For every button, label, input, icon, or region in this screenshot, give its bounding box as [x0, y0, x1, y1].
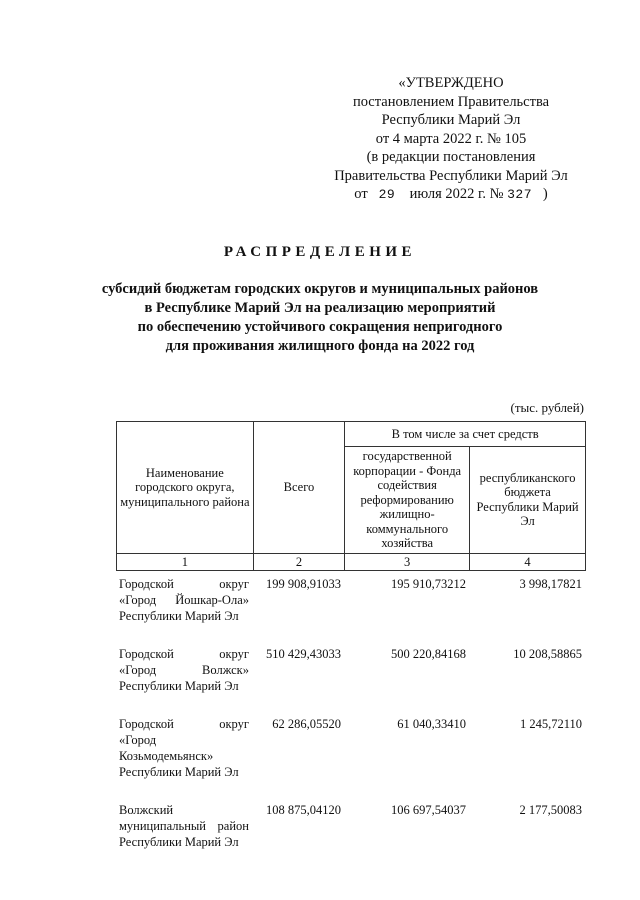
row-name: Городской округ «Город Волжск» Республики Марий Эл	[119, 647, 249, 693]
table-row	[116, 714, 586, 780]
table-header	[116, 421, 586, 571]
header-name: Наименование городского округа, муниципального района	[117, 422, 254, 554]
row-name: Волжский муниципальный район Республики Марий Эл	[119, 803, 249, 849]
row-republic: 1 245,72110	[519, 717, 582, 731]
table-row	[116, 800, 586, 850]
row-fund: 61 040,33410	[397, 717, 466, 731]
approval-line: Правительства Республики Марий Эл	[334, 167, 568, 184]
approval-edition-line: от 29 июля 2022 г. № 327 )	[354, 186, 548, 202]
column-number: 4	[470, 553, 586, 571]
approval-line: «УТВЕРЖДЕНО	[398, 75, 504, 91]
row-name: Городской округ «Город Йошкар-Ола» Республики Марий Эл	[119, 577, 249, 623]
row-republic: 10 208,58865	[513, 647, 582, 661]
edition-number: 327	[507, 187, 532, 202]
row-total: 62 286,05520	[272, 717, 341, 731]
document-title: РАСПРЕДЕЛЕНИЕ	[223, 244, 417, 260]
table-row	[116, 644, 586, 694]
units-label: (тыс. рублей)	[510, 400, 584, 415]
approval-line: от 4 марта 2022 г. № 105	[375, 130, 527, 147]
row-name: Городской округ «Город Козьмодемьянск» Республики Марий Эл	[119, 717, 249, 779]
row-republic: 2 177,50083	[519, 803, 582, 817]
column-number: 1	[117, 553, 254, 571]
approval-line: (в редакции постановления	[366, 149, 536, 165]
header-fund: государственной корпорации - Фонда содействия реформированию жилищно-коммунального хозяйства	[345, 447, 470, 554]
row-fund: 195 910,73212	[391, 577, 466, 591]
table-row	[116, 574, 586, 624]
header-total: Всего	[253, 422, 345, 554]
column-number: 3	[345, 553, 470, 571]
row-fund: 500 220,84168	[391, 647, 466, 661]
header-group: В том числе за счет средств	[345, 422, 586, 447]
row-total: 199 908,91033	[266, 577, 341, 591]
document-subtitle: субсидий бюджетам городских округов и муниципальных районов в Республике Марий Эл на реализацию мероприятий по обеспечению устойчивого сокращения непригодного для проживания жилищного фонда на 2022 год	[101, 281, 539, 354]
header-republic: республиканского бюджета Республики Марий Эл	[470, 447, 586, 554]
column-number: 2	[253, 553, 345, 571]
approval-stamp	[320, 74, 582, 205]
edition-day: 29	[378, 187, 396, 202]
row-total: 108 875,04120	[266, 803, 341, 817]
row-republic: 3 998,17821	[519, 577, 582, 591]
approval-line: Республики Марий Эл	[381, 112, 521, 128]
data-table	[116, 574, 586, 850]
row-fund: 106 697,54037	[391, 803, 466, 817]
row-total: 510 429,43033	[266, 647, 341, 661]
approval-line: постановлением Правительства	[352, 93, 550, 110]
